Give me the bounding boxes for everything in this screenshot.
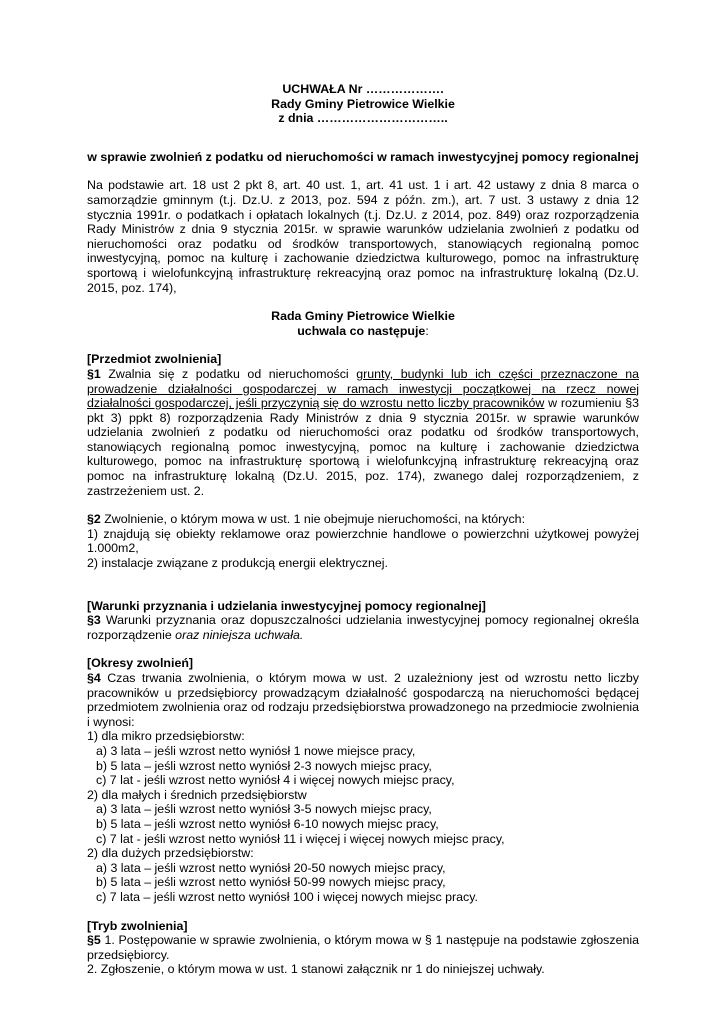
list-item: a) 3 lata – jeśli wzrost netto wyniósł 3-5 nowych miejsc pracy, [96,802,432,817]
underlined-text: grunty, budynki lub ich części przeznaczone na prowadzenie działalności gospodarczej w ramach inwestycji początkowej na rzecz nowej działalności gospodarczej, jeśli przyczynią się do wzrostu netto liczby pracowników [87,366,639,411]
council-resolves [87,309,639,338]
resolves-line: uchwala co następuje: [297,323,429,338]
list-item: a) 3 lata – jeśli wzrost netto wyniósł 20-50 nowych miejsc pracy, [96,860,446,875]
section-heading-conditions: [Warunki przyznania i udzielania inwestycyjnej pomocy regionalnej] [87,598,486,613]
section-heading-procedure: [Tryb zwolnienia] [87,918,188,933]
section-heading-subject: [Przedmiot zwolnienia] [87,352,222,367]
council-name: Rady Gminy Pietrowice Wielkie [271,96,455,111]
legal-basis-paragraph: Na podstawie art. 18 ust 2 pkt 8, art. 40 ust. 1, art. 41 ust. 1 i art. 42 ustawy z dnia 8 marca o samorządzie gminnym (t.j. Dz.U. z 2013, poz. 594 z późn. zm.), art. 7 ust. 3 ustawy z dnia 12 stycznia 1991r. o podatkach i opłatach lokalnych (t.j. Dz.U. z 2014, poz. 849) oraz rozporządzenia Rady Ministrów z dnia 9 stycznia 2015r. w sprawie warunków udzielania zwolnień z podatku od nieruchomości oraz podatku od środków transportowych, stanowiących regionalną pomoc inwestycyjną, pomoc na kulturę i zachowanie dziedzictwa kulturowego, pomoc na infrastrukturę sportową i wielofunkcyjną infrastrukturę rekreacyjną oraz pomoc na infrastrukturę lokalną (Dz.U. 2015, poz. 174), [87,178,639,295]
list-item: 1) dla mikro przedsiębiorstw: [87,729,245,744]
list-item: 1) znajdują się obiekty reklamowe oraz powierzchnie handlowe o powierzchni użytkowej powyżej 1.000m2, [87,526,639,556]
paragraph-1: §1 Zwalnia się z podatku od nieruchomości grunty, budynki lub ich części przeznaczone na prowadzenie działalności gospodarczej w ramach inwestycji początkowej na rzecz nowej działalności gospodarczej, jeśli przyczynią się do wzrostu netto liczby pracowników w rozumieniu §3 pkt 3) ppkt 8) rozporządzenia Rady Ministrów z dnia 9 stycznia 2015r. w sprawie warunków udzielania zwolnień z podatku od nieruchomości oraz podatku od środków transportowych, stanowiących regionalną pomoc inwestycyjną, pomoc na kulturę i zachowanie dziedzictwa kulturowego, pomoc na infrastrukturę sportową i wielofunkcyjną infrastrukturę rekreacyjną oraz pomoc na infrastrukturę lokalną (Dz.U. 2015, poz. 174), zwanego dalej rozporządzeniem, z zastrzeżeniem ust. 2. [87,366,639,498]
list-item: c) 7 lat - jeśli wzrost netto wyniósł 11 i więcej i więcej nowych miejsc pracy, [96,831,505,846]
document-title [87,82,639,126]
list-item: c) 7 lata – jeśli wzrost netto wyniósł 100 i więcej nowych miejsc pracy. [96,889,478,904]
paragraph-5: §5 1. Postępowanie w sprawie zwolnienia, o którym mowa w § 1 następuje na podstawie zgłoszenia przedsiębiorcy. [87,933,639,962]
list-item: 2) dla małych i średnich przedsiębiorstw [87,787,307,802]
resolution-number: UCHWAŁA Nr ………………. [282,82,444,96]
council-name-2: Rada Gminy Pietrowice Wielkie [271,309,455,324]
list-item: c) 7 lat - jeśli wzrost netto wyniósł 4 i więcej nowych miejsc pracy, [96,773,455,788]
list-item: a) 3 lata – jeśli wzrost netto wyniósł 1 nowe miejsce pracy, [96,743,416,758]
paragraph-4: §4 Czas trwania zwolnienia, o którym mowa w ust. 2 uzależniony jest od wzrostu netto liczby pracowników u przedsiębiorcy prowadzącym działalność gospodarczą na nieruchomości będącej przedmiotem zwolnienia oraz od rodzaju przedsiębiorstwa prowadzonego na przedmiocie zwolnienia i wynosi: [87,671,639,729]
list-item: 2) instalacje związane z produkcją energii elektrycznej. [87,556,388,571]
paragraph-5-point-2: 2. Zgłoszenie, o którym mowa w ust. 1 stanowi załącznik nr 1 do niniejszej uchwały. [87,962,545,977]
resolution-subject: w sprawie zwolnień z podatku od nieruchomości w ramach inwestycyjnej pomocy regionalnej [87,149,639,164]
list-item: b) 5 lata – jeśli wzrost netto wyniósł 6-10 nowych miejsc pracy, [96,816,439,831]
resolution-date: z dnia ………………………….. [278,111,448,126]
paragraph-3: §3 Warunki przyznania oraz dopuszczalności udzielania inwestycyjnej pomocy regionalnej określa rozporządzenie oraz niniejsza uchwała. [87,613,639,642]
list-item: b) 5 lata – jeśli wzrost netto wyniósł 50-99 nowych miejsc pracy, [96,875,446,890]
paragraph-2: §2 Zwolnienie, o którym mowa w ust. 1 nie obejmuje nieruchomości, na których: [87,512,526,527]
section-heading-periods: [Okresy zwolnień] [87,656,194,671]
list-item: 2) dla dużych przedsiębiorstw: [87,846,254,861]
list-item: b) 5 lata – jeśli wzrost netto wyniósł 2-3 nowych miejsc pracy, [96,758,432,773]
